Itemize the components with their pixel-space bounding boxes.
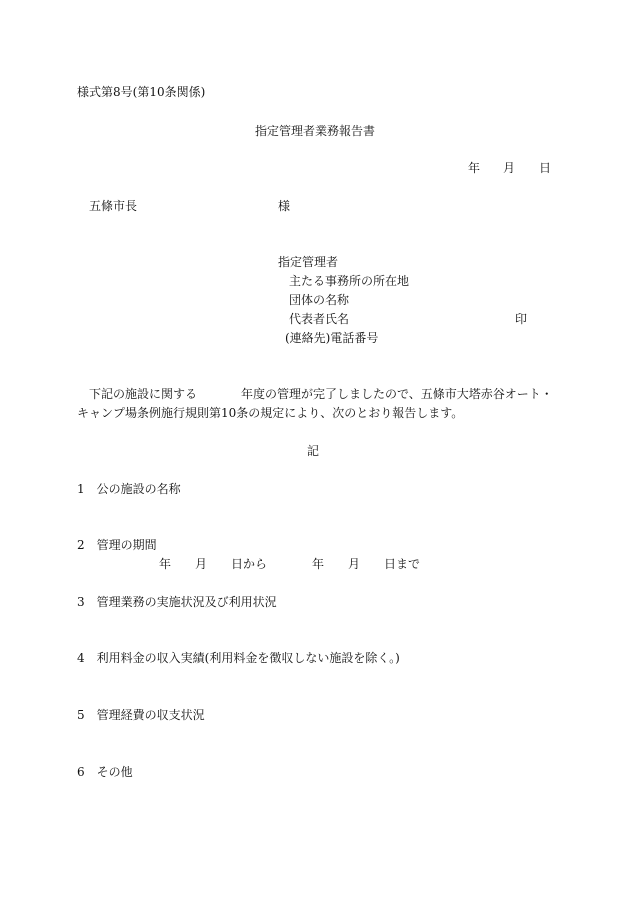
date-month: 月 [503, 161, 516, 175]
body-line1-a: 下記の施設に関する [89, 387, 198, 401]
manager-representative: 代表者氏名 [289, 312, 350, 326]
addressee-honorific: 様 [278, 199, 291, 213]
item-5-expense-balance: 5 管理経費の収支状況 [77, 708, 205, 722]
addressee-name: 五條市長 [89, 199, 138, 213]
form-title: 指定管理者業務報告書 [255, 124, 376, 138]
manager-heading: 指定管理者 [278, 255, 339, 269]
manager-office-location: 主たる事務所の所在地 [289, 274, 410, 288]
item-1-facility-name: 1 公の施設の名称 [77, 482, 181, 496]
body-line1-b: 年度の管理が完了しましたので、五條市大塔赤谷オート・ [241, 387, 553, 401]
period-from-day: 日から [231, 557, 268, 571]
form-number: 様式第8号(第10条関係) [77, 85, 206, 99]
ki-heading: 記 [307, 444, 320, 458]
manager-phone: (連絡先)電話番号 [285, 331, 379, 345]
date-day: 日 [539, 161, 552, 175]
seal-mark: 印 [515, 312, 528, 326]
manager-org-name: 団体の名称 [289, 293, 350, 307]
item-4-fee-income: 4 利用料金の収入実績(利用料金を徴収しない施設を除く。) [77, 651, 400, 665]
period-to-day: 日まで [384, 557, 421, 571]
period-to-year: 年 [312, 557, 325, 571]
period-to-month: 月 [348, 557, 361, 571]
item-6-other: 6 その他 [77, 765, 133, 779]
date-year: 年 [468, 161, 481, 175]
period-from-year: 年 [159, 557, 172, 571]
item-3-implementation-status: 3 管理業務の実施状況及び利用状況 [77, 595, 277, 609]
item-2-period: 2 管理の期間 [77, 538, 157, 552]
body-line2: キャンプ場条例施行規則第10条の規定により、次のとおり報告します。 [77, 406, 464, 420]
period-from-month: 月 [195, 557, 208, 571]
